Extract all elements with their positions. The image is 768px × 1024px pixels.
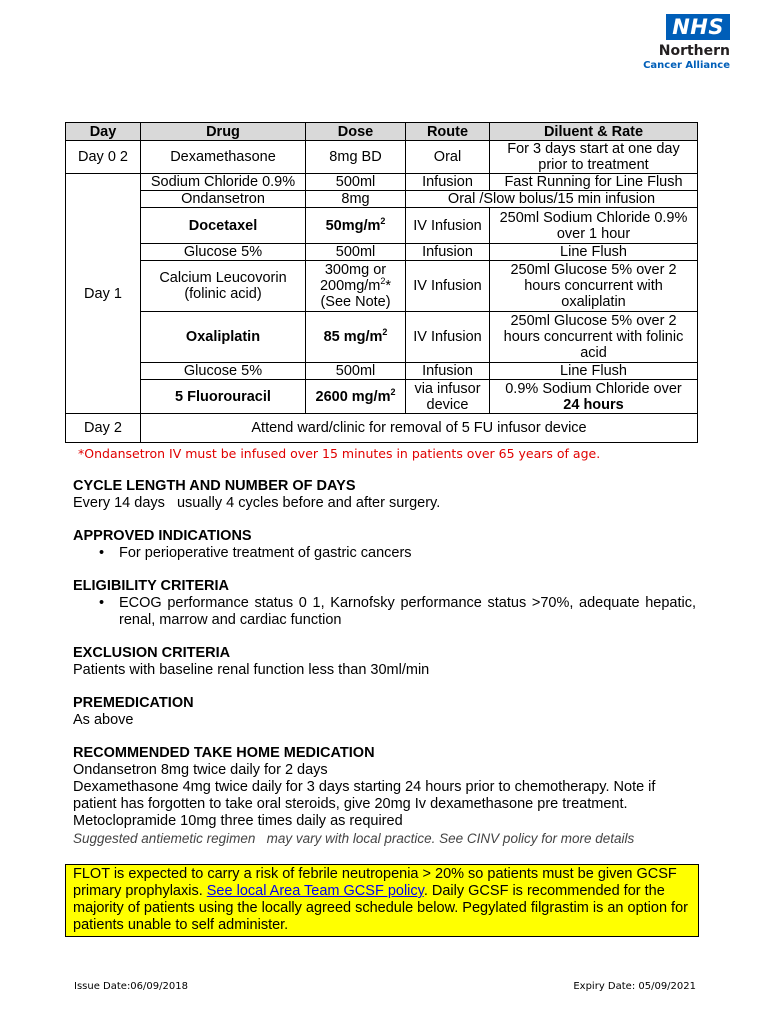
ondansetron-footnote: *Ondansetron IV must be infused over 15 minutes in patients over 65 years of age. <box>78 446 601 461</box>
table-row <box>66 191 698 208</box>
cell-route: Infusion <box>406 244 490 261</box>
cell-diluent: 250ml Sodium Chloride 0.9% over 1 hour <box>490 208 698 244</box>
take-home-line2: Dexamethasone 4mg twice daily for 3 days starting 24 hours prior to chemotherapy. Note if patient has forgotten to take oral steroids, give 20mg Iv dexamethasone pre treatment. <box>73 779 656 812</box>
cell-route: IV Infusion <box>406 208 490 244</box>
cell-drug: Docetaxel <box>141 208 306 244</box>
cell-diluent: For 3 days start at one day prior to treatment <box>490 141 698 174</box>
cell-route: IV Infusion <box>406 312 490 363</box>
expiry-date: Expiry Date: 05/09/2021 <box>573 981 696 992</box>
cell-dose: 500ml <box>306 363 406 380</box>
cell-route: Oral <box>406 141 490 174</box>
indications-heading: APPROVED INDICATIONS <box>73 528 252 544</box>
cell-drug: Glucose 5% <box>141 363 306 380</box>
eligibility-bullet: • ECOG performance status 0 1, Karnofsky performance status >70%, adequate hepatic, renal, marrow and cardiac function <box>99 595 696 628</box>
premedication-text: As above <box>73 712 134 728</box>
cell-drug: Ondansetron <box>141 191 306 208</box>
table-row <box>66 174 698 191</box>
antiemetic-note: Suggested antiemetic regimen may vary with local practice. See CINV policy for more details <box>73 831 635 846</box>
gcsf-notice <box>65 864 699 937</box>
cell-dose: 500ml <box>306 174 406 191</box>
cell-route-diluent: Oral /Slow bolus/15 min infusion <box>406 191 698 208</box>
cell-dose: 500ml <box>306 244 406 261</box>
cell-dose: 2600 $mg/m^2$ <box>306 380 406 414</box>
table-row <box>66 363 698 380</box>
header-drug: Drug <box>141 123 306 141</box>
bullet-icon: • <box>99 545 105 561</box>
cell-day: Day 1 <box>66 174 141 414</box>
cell-route: Infusion <box>406 363 490 380</box>
table-row <box>66 414 698 443</box>
protocol-sections <box>73 478 696 847</box>
cell-route: IV Infusion <box>406 261 490 312</box>
table-row <box>66 208 698 244</box>
issue-date: Issue Date:06/09/2018 <box>74 981 188 992</box>
cell-dose: 8mg BD <box>306 141 406 174</box>
cell-drug: Oxaliplatin <box>141 312 306 363</box>
table-row <box>66 141 698 174</box>
cell-route: via infusor device <box>406 380 490 414</box>
gcsf-text-before: FLOT is expected to carry a risk of febrile neutropenia > 20% so patients must be given GCSF primary prophylaxis. <box>73 866 677 899</box>
header-route: Route <box>406 123 490 141</box>
cycle-heading: CYCLE LENGTH AND NUMBER OF DAYS <box>73 478 356 494</box>
nhs-logo-mark: NHS <box>666 14 730 40</box>
nhs-logo-line1: Northern <box>658 43 730 59</box>
cell-day: Day 2 <box>66 414 141 443</box>
cell-diluent: Fast Running for Line Flush <box>490 174 698 191</box>
indications-bullet: • For perioperative treatment of gastric cancers <box>99 545 412 561</box>
table-header-row <box>66 123 698 141</box>
cell-dose: 300mg or $200mg/m^2*$ (See Note) <box>306 261 406 312</box>
exclusion-text: Patients with baseline renal function less than 30ml/min <box>73 662 430 678</box>
nhs-logo <box>590 14 730 71</box>
cell-dose: $50mg/m^2$ <box>306 208 406 244</box>
cell-diluent: 0.9% Sodium Chloride over 24 hours <box>490 380 698 414</box>
cell-dose: 85 $mg/m^2$ <box>306 312 406 363</box>
take-home-heading: RECOMMENDED TAKE HOME MEDICATION <box>73 745 375 761</box>
table-row <box>66 312 698 363</box>
take-home-line1: Ondansetron 8mg twice daily for 2 days <box>73 762 328 778</box>
table-row <box>66 380 698 414</box>
cell-drug: Sodium Chloride 0.9% <box>141 174 306 191</box>
regimen-table <box>65 122 698 443</box>
gcsf-text-after: . Daily GCSF is recommended for the majority of patients using the locally agreed schedule below. Pegylated filgrastim is an option for patients unable to self administer. <box>73 883 688 933</box>
header-day: Day <box>66 123 141 141</box>
bullet-icon: • <box>99 595 105 611</box>
cell-diluent: Line Flush <box>490 363 698 380</box>
gcsf-policy-link[interactable]: See local Area Team GCSF policy <box>206 883 424 899</box>
cell-diluent: 250ml Glucose 5% over 2 hours concurrent with oxaliplatin <box>490 261 698 312</box>
table-row <box>66 244 698 261</box>
nhs-logo-line2: Cancer Alliance <box>643 60 730 71</box>
cell-diluent: Line Flush <box>490 244 698 261</box>
header-dose: Dose <box>306 123 406 141</box>
premedication-heading: PREMEDICATION <box>73 695 194 711</box>
cell-drug: Calcium Leucovorin (folinic acid) <box>141 261 306 312</box>
eligibility-heading: ELIGIBILITY CRITERIA <box>73 578 230 594</box>
cell-drug: 5 Fluorouracil <box>141 380 306 414</box>
cell-route: Infusion <box>406 174 490 191</box>
table-row <box>66 261 698 312</box>
cell-drug: Dexamethasone <box>141 141 306 174</box>
cell-day: Day 0 2 <box>66 141 141 174</box>
cell-drug: Glucose 5% <box>141 244 306 261</box>
cell-dose: 8mg <box>306 191 406 208</box>
cell-day2-text: Attend ward/clinic for removal of 5 FU infusor device <box>141 414 698 443</box>
header-diluent: Diluent & Rate <box>490 123 698 141</box>
cycle-text: Every 14 days usually 4 cycles before and after surgery. <box>73 495 441 511</box>
cell-diluent: 250ml Glucose 5% over 2 hours concurrent with folinic acid <box>490 312 698 363</box>
take-home-line3: Metoclopramide 10mg three times daily as required <box>73 813 403 829</box>
exclusion-heading: EXCLUSION CRITERIA <box>73 645 231 661</box>
